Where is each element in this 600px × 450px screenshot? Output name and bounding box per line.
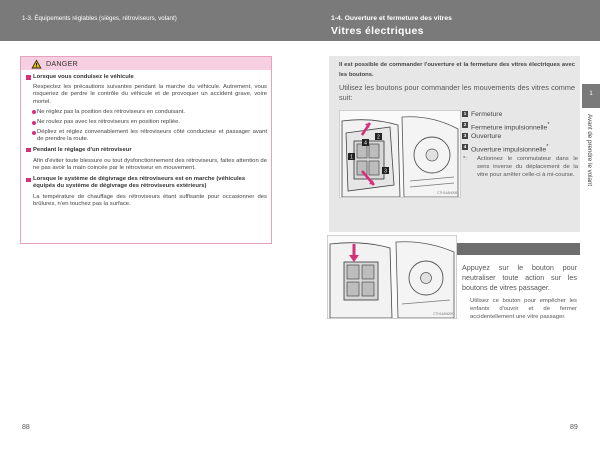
lock-note: Utilisez ce bouton pour empêcher les enfants d'ouvrir et de fermer accidentellement une vitre passager. [470, 298, 577, 320]
legend-number-badge: 1 [463, 111, 467, 116]
square-bullet-icon [26, 148, 31, 153]
right-page-header [300, 0, 600, 41]
figure-code: CTH14AN009 [433, 312, 453, 316]
page-number-right: 89 [570, 424, 578, 431]
intro-box [329, 56, 580, 232]
page-number-left: 88 [22, 424, 30, 431]
chapter-tab-number: 1 [589, 91, 593, 97]
page-title: Vitres électriques [331, 25, 424, 37]
legend-note: *: Actionnez le commutateur dans le sens inverse du déplacement de la vitre pour arrêter celle-ci à mi-course. [463, 156, 578, 178]
chapter-tab-label: Avant de prendre le volant [586, 114, 593, 187]
switch-legend [462, 110, 578, 179]
danger-paragraph: Respectez les précautions suivantes pendant la marche du véhicule. Autrement, vous risqueriez de perdre le contrôle du véhicule et de provoquer un accident grave, voire mortel. [33, 84, 267, 105]
danger-section-heading: Lorsque le système de dégivrage des rétroviseurs est en marche (véhicules équipés du système de dégivrage des rétroviseurs extérieurs) [26, 176, 267, 190]
danger-box [20, 56, 272, 244]
danger-content [26, 74, 267, 208]
lock-instruction: Appuyez sur le bouton pour neutraliser toute action sur les boutons de vitres passager. [462, 263, 577, 292]
square-bullet-icon [26, 178, 31, 183]
legend-number-badge: 2 [463, 122, 467, 127]
left-page-header [0, 0, 300, 41]
legend-item: 4 Ouverture impulsionnelle* [463, 144, 549, 154]
legend-item: 2 Fermeture impulsionnelle* [463, 122, 550, 132]
intro-text: Utilisez les boutons pour commander les mouvements des vitres comme suit: [339, 83, 575, 102]
figure-code: CTH14AN008 [437, 191, 457, 195]
round-bullet-icon [32, 121, 36, 125]
danger-title-bar [21, 57, 271, 70]
round-bullet-icon [32, 131, 36, 135]
chapter-tab [582, 84, 600, 108]
svg-text:4: 4 [364, 140, 367, 147]
legend-number-badge: 3 [463, 133, 467, 138]
square-bullet-icon [26, 75, 31, 80]
lock-switch-drawing [328, 236, 457, 319]
legend-number-badge: 4 [463, 144, 467, 149]
danger-section-heading: Pendant le réglage d'un rétroviseur [26, 147, 267, 154]
legend-item: 1 Fermeture [463, 111, 503, 118]
warning-triangle-icon [31, 59, 42, 69]
left-header-title: 1-3. Équipements réglables (sièges, rétroviseurs, volant) [22, 15, 177, 22]
window-switch-illustration [339, 110, 461, 198]
danger-bullet: Dépliez et réglez convenablement les rétroviseurs côté conducteur et passager avant de prendre la route. [26, 129, 267, 143]
door-panel-drawing [340, 111, 461, 198]
lock-button-illustration [327, 235, 457, 319]
danger-bullet: Ne roulez pas avec les rétroviseurs en position repliée. [26, 119, 267, 126]
chapter-subtitle: 1-4. Ouverture et fermeture des vitres [331, 15, 452, 22]
svg-text:1: 1 [350, 154, 353, 161]
danger-bullet: Ne réglez pas la position des rétroviseurs en conduisant. [26, 109, 267, 116]
svg-text:2: 2 [377, 134, 380, 141]
danger-section-heading: Lorsque vous conduisez le véhicule [26, 74, 267, 81]
legend-item: 3 Ouverture [463, 133, 502, 140]
svg-text:3: 3 [384, 168, 387, 175]
danger-title: DANGER [46, 59, 78, 68]
intro-bold-text: Il est possible de commander l'ouverture et la fermeture des vitres électriques avec les boutons. [339, 62, 575, 78]
danger-paragraph: La température de chauffage des rétroviseurs étant suffisante pour occasionner des brûlures, n'en touchez pas la surface. [33, 193, 267, 207]
danger-paragraph: Afin d'éviter toute blessure ou tout dysfonctionnement des rétroviseurs, faites attention de ne pas avoir la main coincée par le rétroviseur en mouvement. [33, 157, 267, 172]
round-bullet-icon [32, 110, 36, 114]
